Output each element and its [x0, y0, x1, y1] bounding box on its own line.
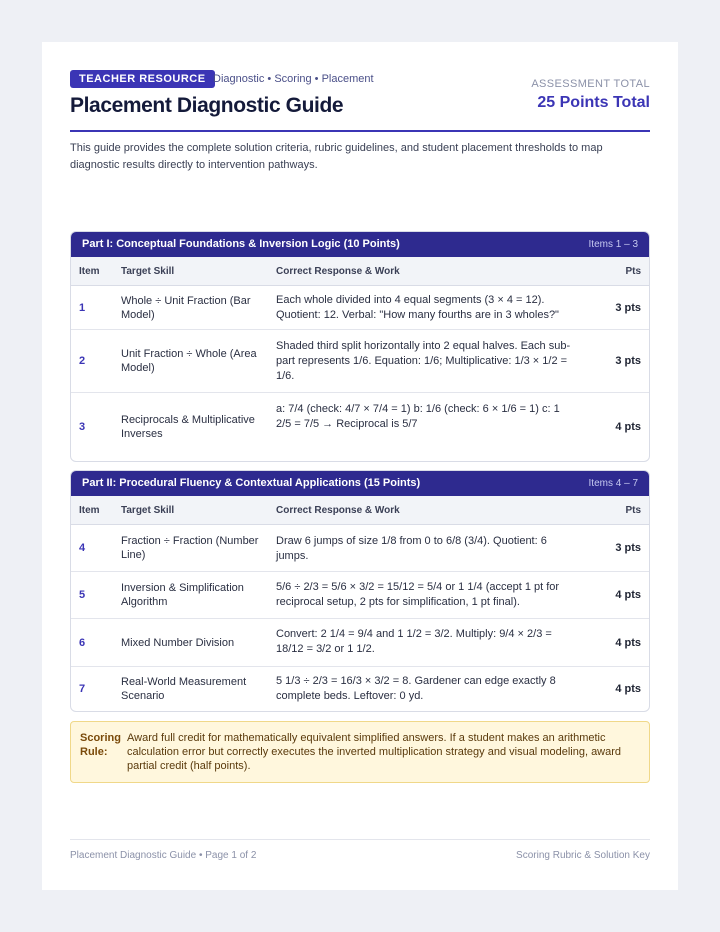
row-pts: 3 pts [615, 302, 641, 314]
part1-title: Part I: Conceptual Foundations & Inversion Logic (10 Points) [82, 238, 400, 250]
row-skill: Inversion & Simplification Algorithm [121, 582, 244, 608]
row-work: 5 1/3 ÷ 2/3 = 16/3 × 3/2 = 8. Gardener can edge exactly 8 complete beds. Leftover: 0 yd. [276, 675, 556, 702]
col-work: Correct Response & Work [276, 505, 400, 516]
scoring-rule-callout [70, 721, 650, 783]
column-headers [71, 257, 649, 286]
row-pts: 4 pts [615, 683, 641, 695]
table-row [71, 286, 649, 330]
part2-title: Part II: Procedural Fluency & Contextual Applications (15 Points) [82, 477, 421, 489]
row-item: 7 [79, 683, 86, 695]
header-kicker: Diagnostic • Scoring • Placement [213, 73, 374, 85]
footer-left: Placement Diagnostic Guide • Page 1 of 2 [70, 850, 257, 861]
part1-range: Items 1 – 3 [588, 239, 638, 250]
table-row [71, 330, 649, 393]
row-item: 5 [79, 589, 86, 601]
column-headers [71, 496, 649, 525]
col-pts: Pts [625, 266, 641, 277]
part2-range: Items 4 – 7 [588, 478, 638, 489]
resource-badge: TEACHER RESOURCE [70, 70, 215, 88]
part1-header [71, 232, 649, 257]
row-work: a: 7/4 (check: 4/7 × 7/4 = 1) b: 1/6 (check: 6 × 1/6 = 1) c: 1 2/5 = 7/5 → Reciprocal is 5/7 [276, 403, 560, 430]
header [70, 70, 650, 132]
col-skill: Target Skill [121, 266, 175, 277]
row-item: 3 [79, 421, 86, 433]
row-skill: Mixed Number Division [121, 637, 235, 649]
table-row [71, 572, 649, 619]
part1-table [70, 231, 650, 462]
row-item: 2 [79, 355, 86, 367]
row-pts: 4 pts [615, 589, 641, 601]
scoring-rule-text: Award full credit for mathematically equivalent simplified answers. If a student makes an arithmetic calculation error but correctly executes the inverted multiplication strategy and visual modeling, award partial credit (half points). [127, 732, 622, 772]
row-work: Each whole divided into 4 equal segments (3 × 4 = 12). Quotient: 12. Verbal: "How many fourths are in 3 wholes?" [276, 294, 559, 321]
col-work: Correct Response & Work [276, 266, 400, 277]
total-label: ASSESSMENT TOTAL [531, 78, 650, 90]
scoring-rule-label: Scoring Rule: [80, 732, 121, 758]
col-skill: Target Skill [121, 505, 175, 516]
page-footer [70, 839, 650, 863]
col-pts: Pts [625, 505, 641, 516]
table-row [71, 393, 649, 460]
row-work: Draw 6 jumps of size 1/8 from 0 to 6/8 (3/4). Quotient: 6 jumps. [276, 535, 547, 562]
row-pts: 4 pts [615, 637, 641, 649]
table-row [71, 525, 649, 572]
row-work: Shaded third split horizontally into 2 equal halves. Each sub-part represents 1/6. Equation: 1/6; Multiplicative: 1/3 × 1/2 = 1/6. [276, 340, 571, 382]
col-item: Item [79, 505, 100, 516]
row-pts: 4 pts [615, 421, 641, 433]
row-work: Convert: 2 1/4 = 9/4 and 1 1/2 = 3/2. Multiply: 9/4 × 2/3 = 18/12 = 3/2 or 1 1/2. [276, 628, 552, 655]
intro-text: This guide provides the complete solution criteria, rubric guidelines, and student placement thresholds to map diagnostic results directly to intervention pathways. [70, 142, 603, 171]
part2-header [71, 471, 649, 496]
table-row [71, 619, 649, 667]
table-row [71, 667, 649, 711]
row-skill: Real-World Measurement Scenario [121, 676, 247, 702]
col-item: Item [79, 266, 100, 277]
row-item: 6 [79, 637, 86, 649]
footer-right: Scoring Rubric & Solution Key [516, 850, 650, 861]
row-pts: 3 pts [615, 355, 641, 367]
row-work: 5/6 ÷ 2/3 = 5/6 × 3/2 = 15/12 = 5/4 or 1 1/4 (accept 1 pt for reciprocal setup, 2 pts for simplification, 1 pt final). [276, 581, 560, 608]
row-item: 4 [79, 542, 86, 554]
document-page [42, 42, 678, 890]
part2-table [70, 470, 650, 712]
page-title: Placement Diagnostic Guide [70, 94, 344, 117]
row-skill: Unit Fraction ÷ Whole (Area Model) [121, 348, 257, 374]
row-skill: Fraction ÷ Fraction (Number Line) [121, 535, 259, 561]
row-skill: Reciprocals & Multiplicative Inverses [121, 414, 255, 440]
total-value: 25 Points Total [537, 94, 650, 111]
row-skill: Whole ÷ Unit Fraction (Bar Model) [121, 295, 251, 321]
row-item: 1 [79, 302, 86, 314]
row-pts: 3 pts [615, 542, 641, 554]
